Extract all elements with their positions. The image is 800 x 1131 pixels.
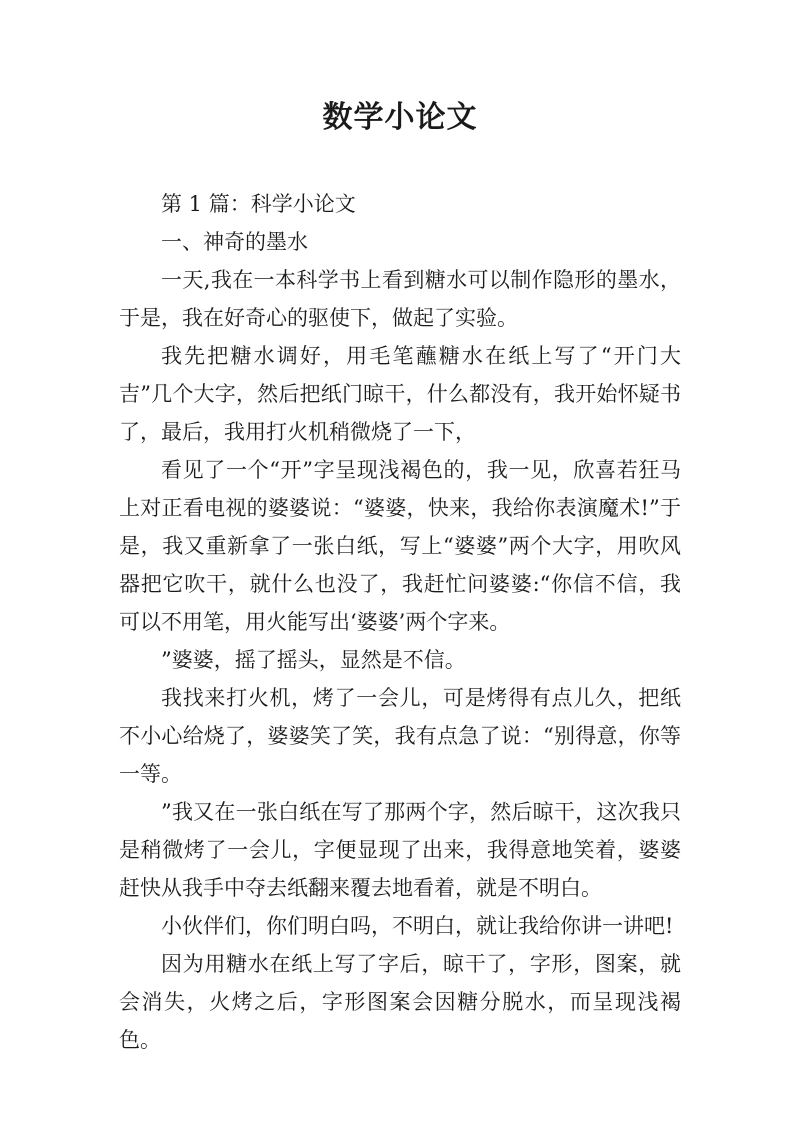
paragraph: 看见了一个“开”字呈现浅褐色的，我一见，欣喜若狂马上对正看电视的婆婆说：“婆婆，快来，我给你表演魔术!”于是，我又重新拿了一张白纸，写上“婆婆”两个大字，用吹风器把它吹干，就什么也没了，我赶忙问婆婆:“你信不信，我可以不用笔，用火能写出‘婆婆’两个字来。	[119, 458, 681, 634]
document-body	[119, 185, 681, 1059]
paragraph-heading: 第 1 篇：科学小论文	[161, 192, 356, 216]
paragraph: 我找来打火机，烤了一会儿，可是烤得有点儿久，把纸不小心给烧了，婆婆笑了笑，我有点急了说：“别得意，你等一等。	[119, 686, 681, 786]
paragraph: 因为用糖水在纸上写了字后，晾干了，字形，图案，就会消失，火烤之后，字形图案会因糖分脱水，而呈现浅褐色。	[119, 952, 681, 1052]
paragraph: ”我又在一张白纸在写了那两个字，然后晾干，这次我只是稍微烤了一会儿，字便显现了出来，我得意地笑着，婆婆赶快从我手中夺去纸翻来覆去地看着，就是不明白。	[119, 800, 681, 900]
paragraph: ”婆婆，摇了摇头，显然是不信。	[161, 648, 466, 672]
paragraph: 小伙伴们，你们明白吗，不明白，就让我给你讲一讲吧!	[161, 914, 674, 938]
paragraph: 我先把糖水调好，用毛笔蘸糖水在纸上写了“开门大吉”几个大字，然后把纸门晾干，什么都没有，我开始怀疑书了，最后，我用打火机稍微烧了一下，	[119, 344, 681, 444]
document-title: 数学小论文	[322, 100, 478, 135]
paragraph-subheading: 一、神奇的墨水	[161, 230, 308, 254]
paragraph: 一天,我在一本科学书上看到糖水可以制作隐形的墨水，于是，我在好奇心的驱使下，做起了实验。	[119, 268, 681, 330]
